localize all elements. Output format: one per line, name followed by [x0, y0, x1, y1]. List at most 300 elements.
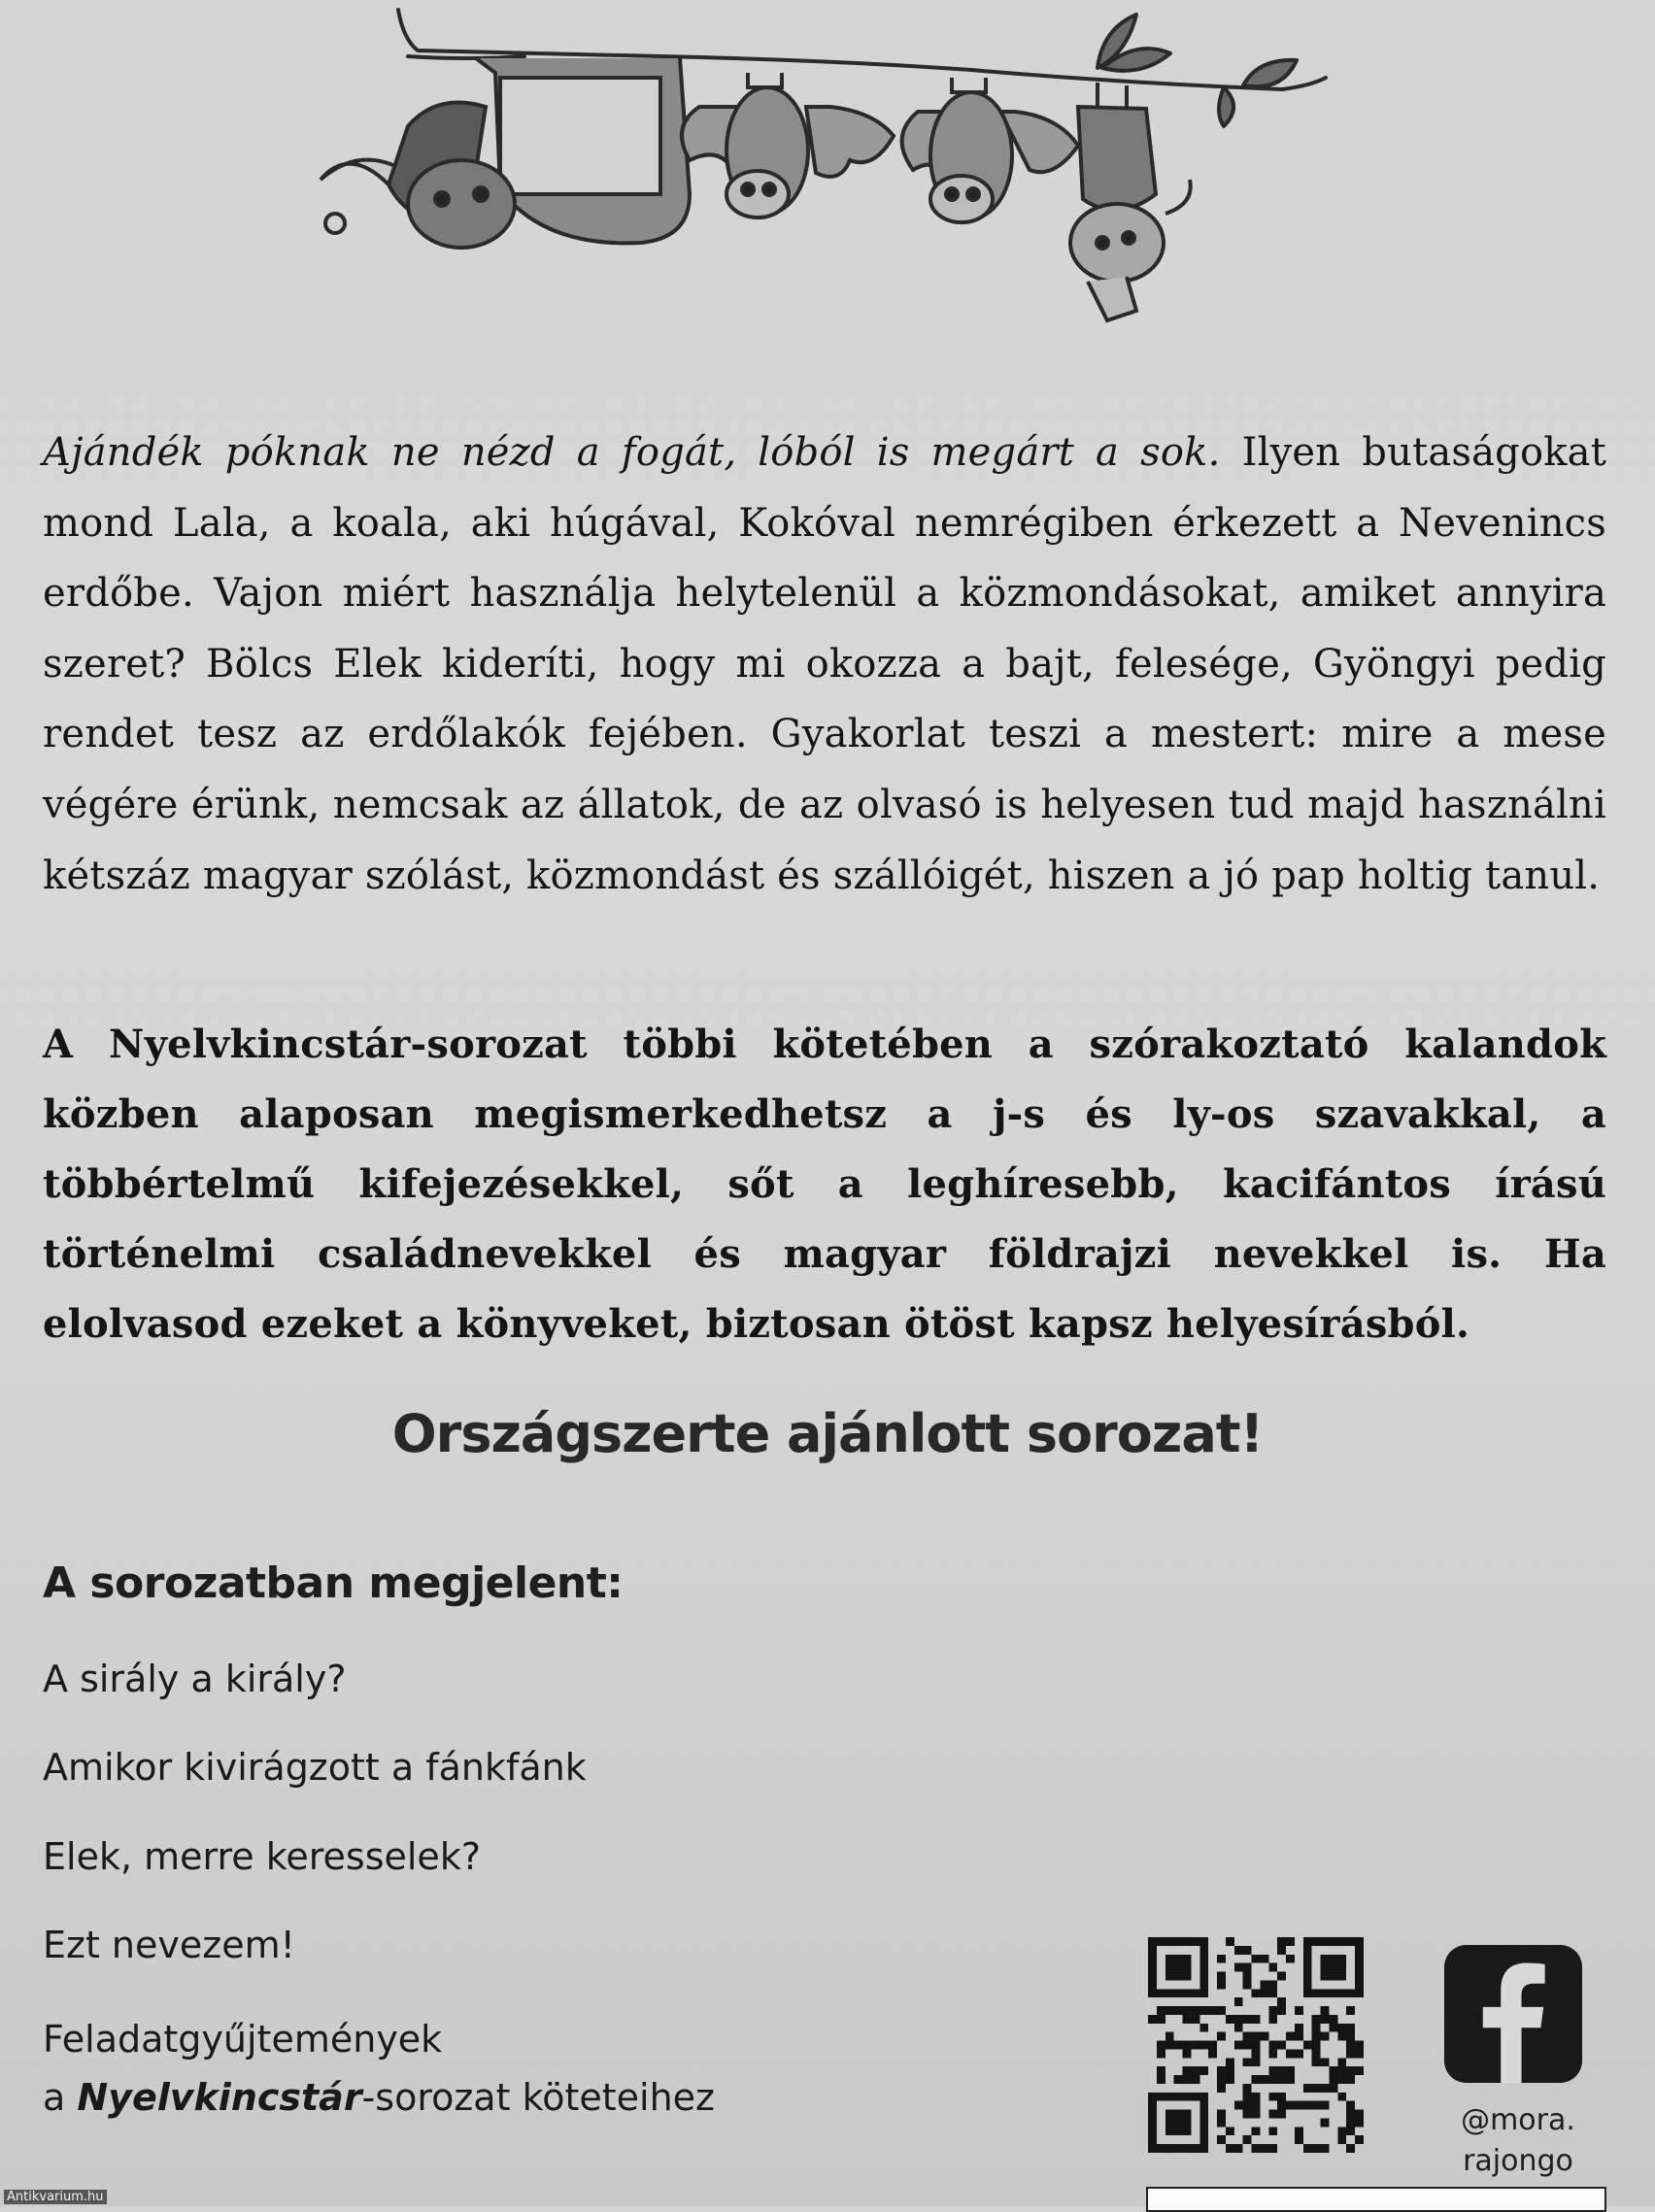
qr-module: [1208, 2006, 1217, 2015]
qr-module: [1268, 2127, 1277, 2135]
qr-module: [1183, 2110, 1192, 2119]
qr-module: [1252, 1989, 1261, 1997]
qr-module: [1165, 2041, 1174, 2050]
qr-module: [1234, 2144, 1243, 2153]
qr-module: [1329, 2066, 1337, 2075]
qr-module: [1208, 2041, 1217, 2050]
qr-module: [1329, 1972, 1337, 1981]
qr-module: [1226, 2127, 1234, 2135]
qr-module: [1337, 2024, 1346, 2032]
qr-module: [1191, 2041, 1199, 2050]
qr-module: [1355, 2066, 1364, 2075]
qr-module: [1217, 2118, 1226, 2127]
qr-module: [1165, 2093, 1174, 2101]
qr-module: [1312, 2041, 1321, 2050]
qr-module: [1199, 1980, 1208, 1989]
series-book-item: Ezt nevezem!: [43, 1924, 295, 1966]
qr-module: [1217, 1972, 1226, 1981]
qr-module: [1243, 2093, 1252, 2101]
qr-module: [1183, 2015, 1192, 2024]
qr-module: [1243, 2058, 1252, 2066]
qr-module: [1234, 2101, 1243, 2110]
qr-module: [1157, 2006, 1165, 2015]
qr-module: [1295, 2006, 1303, 2015]
qr-module: [1329, 1955, 1337, 1963]
qr-module: [1199, 2024, 1208, 2032]
qr-module: [1260, 2144, 1268, 2153]
qr-module: [1243, 2101, 1252, 2110]
qr-module: [1355, 1980, 1364, 1989]
description-italic-lead: Ajándék póknak ne nézd a fogát, lóból is megárt a sok.: [43, 430, 1221, 475]
qr-module: [1191, 2006, 1199, 2015]
qr-module: [1303, 1937, 1312, 1946]
facebook-icon[interactable]: [1444, 1945, 1582, 2083]
qr-module: [1183, 2075, 1192, 2084]
qr-module: [1295, 2127, 1303, 2135]
qr-module: [1165, 2110, 1174, 2119]
qr-module: [1199, 2135, 1208, 2144]
qr-module: [1286, 1955, 1295, 1963]
qr-module: [1243, 1946, 1252, 1955]
qr-module: [1346, 2041, 1355, 2050]
qr-module: [1148, 2144, 1157, 2153]
qr-module: [1165, 1955, 1174, 1963]
qr-module: [1174, 2093, 1183, 2101]
qr-module: [1183, 2093, 1192, 2101]
qr-module: [1191, 2075, 1199, 2084]
qr-module: [1346, 2066, 1355, 2075]
qr-module: [1268, 2110, 1277, 2119]
workbooks-prefix: a: [43, 2076, 78, 2119]
qr-module: [1165, 2144, 1174, 2153]
qr-module: [1183, 1937, 1192, 1946]
qr-module: [1252, 1955, 1261, 1963]
series-book-item: A sirály a király?: [43, 1658, 347, 1700]
qr-module: [1191, 1989, 1199, 1997]
qr-module: [1174, 1989, 1183, 1997]
qr-module: [1277, 2101, 1286, 2110]
qr-module: [1217, 1955, 1226, 1963]
qr-module: [1243, 2041, 1252, 2050]
facebook-handle[interactable]: [1435, 2100, 1601, 2182]
qr-module: [1329, 1989, 1337, 1997]
qr-module: [1217, 2135, 1226, 2144]
qr-module: [1226, 2058, 1234, 2066]
qr-module: [1199, 2041, 1208, 2050]
qr-module: [1157, 2041, 1165, 2050]
qr-module: [1346, 2110, 1355, 2119]
description-text: Ilyen butaságokat mond Lala, a koala, aki húgával, Kokóval nemrégiben érkezett a Nevenincs erdőbe. Vajon miért használja helytelenül a közmondásokat, amiket annyira szeret? Bölcs Elek kideríti, hogy mi okozza a bajt, felesége, Gyöngyi pedig rendet tesz az erdőlakók fejében. Gyakorlat teszi a mestert: mire a mese végére érünk, nemcsak az állatok, de az olvasó is helyesen tud majd használni kétszáz magyar szólást, közmondást és szállóigét, hiszen a jó pap holtig tanul.: [43, 430, 1606, 898]
qr-module: [1321, 1972, 1330, 1981]
qr-module: [1157, 2015, 1165, 2024]
qr-module: [1183, 1972, 1192, 1981]
qr-module: [1183, 1963, 1192, 1972]
qr-module: [1312, 2101, 1321, 2110]
qr-module: [1277, 2006, 1286, 2015]
qr-module: [1165, 1963, 1174, 1972]
qr-module: [1243, 2135, 1252, 2144]
qr-module: [1337, 1972, 1346, 1981]
qr-module: [1157, 2066, 1165, 2075]
headline: Országszerte ajánlott sorozat!: [391, 1403, 1264, 1464]
qr-module: [1337, 1963, 1346, 1972]
qr-module: [1148, 1946, 1157, 1955]
qr-module: [1260, 1980, 1268, 1989]
qr-module: [1303, 1989, 1312, 1997]
qr-module: [1286, 2049, 1295, 2058]
qr-module: [1252, 2110, 1261, 2119]
qr-module: [1183, 2006, 1192, 2015]
qr-module: [1295, 2135, 1303, 2144]
qr-module: [1355, 2118, 1364, 2127]
qr-module: [1303, 2041, 1312, 2050]
qr-module: [1191, 2066, 1199, 2075]
qr-module: [1268, 2093, 1277, 2101]
qr-module: [1199, 1955, 1208, 1963]
workbooks-suffix: -sorozat köteteihez: [361, 2076, 715, 2119]
qr-module: [1337, 1989, 1346, 1997]
qr-module: [1355, 1946, 1364, 1955]
qr-module: [1217, 2075, 1226, 2084]
qr-module: [1321, 2118, 1330, 2127]
qr-module: [1329, 2024, 1337, 2032]
qr-module: [1191, 2144, 1199, 2153]
series-book-item: Elek, merre keresselek?: [43, 1835, 481, 1878]
qr-module: [1148, 1963, 1157, 1972]
qr-module: [1183, 1955, 1192, 1963]
qr-module: [1303, 1963, 1312, 1972]
qr-module: [1234, 1946, 1243, 1955]
qr-module: [1157, 1937, 1165, 1946]
qr-module: [1234, 2024, 1243, 2032]
qr-module: [1252, 2049, 1261, 2058]
qr-module: [1157, 1989, 1165, 1997]
qr-module: [1321, 2084, 1330, 2093]
qr-module: [1303, 1946, 1312, 1955]
qr-module: [1260, 1955, 1268, 1963]
qr-module: [1199, 1989, 1208, 1997]
qr-code[interactable]: [1148, 1937, 1364, 2153]
qr-module: [1312, 2144, 1321, 2153]
qr-module: [1174, 1963, 1183, 1972]
qr-module: [1337, 2127, 1346, 2135]
qr-module: [1243, 2084, 1252, 2093]
qr-module: [1321, 1955, 1330, 1963]
qr-module: [1286, 2101, 1295, 2110]
qr-module: [1148, 1972, 1157, 1981]
qr-module: [1260, 2075, 1268, 2084]
qr-module: [1346, 2127, 1355, 2135]
qr-module: [1199, 1963, 1208, 1972]
qr-module: [1217, 1980, 1226, 1989]
qr-module: [1157, 2144, 1165, 2153]
qr-module: [1199, 2101, 1208, 2110]
qr-module: [1226, 2075, 1234, 2084]
qr-module: [1286, 2032, 1295, 2041]
series-book-item: Amikor kivirágzott a fánkfánk: [43, 1746, 587, 1789]
qr-module: [1234, 2015, 1243, 2024]
qr-module: [1303, 1955, 1312, 1963]
qr-module: [1183, 2118, 1192, 2127]
handle-line1: @mora.: [1461, 2103, 1575, 2137]
qr-module: [1148, 2118, 1157, 2127]
qr-module: [1148, 1955, 1157, 1963]
qr-module: [1252, 2075, 1261, 2084]
qr-module: [1329, 1963, 1337, 1972]
qr-module: [1252, 2144, 1261, 2153]
qr-module: [1252, 2015, 1261, 2024]
qr-module: [1165, 2118, 1174, 2127]
qr-module: [1312, 2015, 1321, 2024]
qr-module: [1199, 2127, 1208, 2135]
qr-module: [1321, 2006, 1330, 2015]
series-list-title: A sorozatban megjelent:: [43, 1558, 624, 1608]
qr-module: [1148, 2110, 1157, 2119]
qr-module: [1174, 2110, 1183, 2119]
qr-module: [1355, 1989, 1364, 1997]
qr-module: [1199, 2066, 1208, 2075]
qr-module: [1165, 2127, 1174, 2135]
qr-module: [1312, 2024, 1321, 2032]
qr-module: [1268, 1980, 1277, 1989]
qr-module: [1355, 2041, 1364, 2050]
qr-module: [1277, 1972, 1286, 1981]
qr-module: [1243, 1980, 1252, 1989]
qr-module: [1174, 1972, 1183, 1981]
qr-module: [1252, 2058, 1261, 2066]
qr-module: [1252, 2041, 1261, 2050]
qr-module: [1277, 1997, 1286, 2006]
qr-module: [1346, 2075, 1355, 2084]
qr-module: [1226, 1937, 1234, 1946]
qr-module: [1346, 2101, 1355, 2110]
qr-module: [1252, 2093, 1261, 2101]
qr-module: [1312, 2032, 1321, 2041]
qr-module: [1191, 2093, 1199, 2101]
qr-module: [1148, 1980, 1157, 1989]
qr-module: [1183, 2041, 1192, 2050]
qr-module: [1252, 2032, 1261, 2041]
qr-module: [1199, 2093, 1208, 2101]
qr-module: [1208, 2049, 1217, 2058]
qr-module: [1157, 2075, 1165, 2084]
qr-module: [1337, 1955, 1346, 1963]
qr-module: [1303, 2084, 1312, 2093]
qr-module: [1303, 2101, 1312, 2110]
qr-module: [1148, 2101, 1157, 2110]
qr-module: [1217, 2006, 1226, 2015]
qr-module: [1286, 2066, 1295, 2075]
qr-module: [1277, 1946, 1286, 1955]
qr-module: [1260, 2032, 1268, 2041]
qr-module: [1329, 2015, 1337, 2024]
qr-module: [1226, 2015, 1234, 2024]
qr-module: [1148, 2015, 1157, 2024]
qr-module: [1329, 2084, 1337, 2093]
qr-module: [1268, 1989, 1277, 1997]
qr-module: [1337, 2135, 1346, 2144]
qr-module: [1268, 2006, 1277, 2015]
qr-module: [1174, 2144, 1183, 2153]
qr-module: [1217, 2066, 1226, 2075]
qr-module: [1268, 1963, 1277, 1972]
qr-module: [1157, 2093, 1165, 2101]
qr-module: [1346, 1989, 1355, 1997]
qr-module: [1303, 2144, 1312, 2153]
qr-module: [1346, 2144, 1355, 2153]
qr-module: [1157, 2049, 1165, 2058]
qr-module: [1337, 1937, 1346, 1946]
qr-module: [1329, 2075, 1337, 2084]
qr-module: [1346, 2024, 1355, 2032]
qr-module: [1321, 2058, 1330, 2066]
qr-module: [1286, 1937, 1295, 1946]
qr-module: [1321, 2015, 1330, 2024]
qr-module: [1277, 2075, 1286, 2084]
qr-module: [1165, 1972, 1174, 1981]
qr-module: [1199, 2118, 1208, 2127]
qr-module: [1243, 2032, 1252, 2041]
qr-module: [1277, 2041, 1286, 2050]
qr-module: [1355, 2135, 1364, 2144]
qr-module: [1277, 2066, 1286, 2075]
qr-module: [1165, 1989, 1174, 1997]
qr-module: [1346, 2006, 1355, 2015]
qr-module: [1355, 1955, 1364, 1963]
workbooks-line1: Feladatgyűjtemények: [43, 2018, 443, 2061]
qr-module: [1183, 1989, 1192, 1997]
qr-module: [1337, 2058, 1346, 2066]
qr-module: [1148, 2093, 1157, 2101]
qr-module: [1312, 1989, 1321, 1997]
qr-module: [1321, 1937, 1330, 1946]
qr-module: [1277, 2093, 1286, 2101]
qr-module: [1199, 2006, 1208, 2015]
qr-module: [1321, 1989, 1330, 1997]
qr-module: [1295, 2101, 1303, 2110]
qr-module: [1148, 1937, 1157, 1946]
qr-module: [1337, 2032, 1346, 2041]
qr-module: [1286, 2075, 1295, 2084]
qr-module: [1217, 2032, 1226, 2041]
watermark: Antikvarium.hu: [4, 2190, 107, 2204]
qr-module: [1346, 2049, 1355, 2058]
qr-module: [1174, 2041, 1183, 2050]
qr-module: [1191, 2015, 1199, 2024]
qr-module: [1243, 1972, 1252, 1981]
qr-module: [1355, 1937, 1364, 1946]
qr-module: [1295, 2049, 1303, 2058]
qr-module: [1174, 2075, 1183, 2084]
qr-module: [1355, 2049, 1364, 2058]
qr-module: [1183, 2144, 1192, 2153]
qr-module: [1337, 2075, 1346, 2084]
qr-module: [1268, 2041, 1277, 2050]
qr-module: [1226, 2144, 1234, 2153]
qr-module: [1321, 1963, 1330, 1972]
series-workbooks-item: [43, 2010, 715, 2127]
qr-module: [1321, 2144, 1330, 2153]
qr-module: [1346, 2032, 1355, 2041]
qr-module: [1165, 2006, 1174, 2015]
qr-module: [1234, 1963, 1243, 1972]
qr-module: [1199, 2144, 1208, 2153]
qr-module: [1312, 2058, 1321, 2066]
qr-module: [1312, 2049, 1321, 2058]
qr-module: [1217, 2084, 1226, 2093]
qr-module: [1329, 1937, 1337, 1946]
description-paragraph: [43, 418, 1606, 911]
qr-module: [1217, 2110, 1226, 2119]
handle-line2: rajongo: [1463, 2144, 1573, 2178]
series-blurb-paragraph: A Nyelvkincstár-sorozat többi kötetében a szórakoztató kalandok közben alaposan megismerkedhetsz a j-s és ly-os szavakkal, a többértelmű kifejezésekkel, sőt a leghíresebb, kacifántos írású történelmi családnevekkel és magyar földrajzi nevekkel is. Ha elolvasod ezeket a könyveket, biztosan ötöst kapsz helyesírásból.: [43, 1022, 1606, 1347]
qr-module: [1312, 2084, 1321, 2093]
qr-module: [1268, 2015, 1277, 2024]
qr-module: [1268, 2066, 1277, 2075]
qr-module: [1148, 2135, 1157, 2144]
animals-on-branch-illustration: [291, 0, 1360, 369]
qr-module: [1277, 1937, 1286, 1946]
qr-module: [1355, 1972, 1364, 1981]
qr-module: [1174, 2127, 1183, 2135]
qr-module: [1355, 2110, 1364, 2119]
qr-module: [1321, 2101, 1330, 2110]
qr-module: [1268, 2049, 1277, 2058]
qr-module: [1234, 1997, 1243, 2006]
qr-module: [1183, 2049, 1192, 2058]
qr-module: [1355, 1963, 1364, 1972]
qr-module: [1312, 1937, 1321, 1946]
qr-module: [1199, 1972, 1208, 1981]
qr-module: [1252, 2101, 1261, 2110]
qr-module: [1337, 2066, 1346, 2075]
qr-module: [1148, 2127, 1157, 2135]
qr-module: [1268, 2075, 1277, 2084]
qr-module: [1174, 1955, 1183, 1963]
qr-module: [1165, 1937, 1174, 1946]
qr-module: [1165, 2032, 1174, 2041]
qr-module: [1199, 2110, 1208, 2119]
workbooks-brand: Nyelvkincstár: [77, 2076, 362, 2119]
qr-module: [1346, 2118, 1355, 2127]
qr-module: [1277, 2110, 1286, 2119]
qr-module: [1303, 1980, 1312, 1989]
qr-module: [1183, 2127, 1192, 2135]
qr-module: [1243, 2110, 1252, 2119]
qr-module: [1174, 2006, 1183, 2015]
qr-module: [1268, 2144, 1277, 2153]
qr-module: [1148, 1989, 1157, 1997]
qr-module: [1321, 2032, 1330, 2041]
qr-module: [1303, 1972, 1312, 1981]
qr-module: [1337, 2093, 1346, 2101]
qr-module: [1199, 1937, 1208, 1946]
qr-module: [1295, 2032, 1303, 2041]
qr-module: [1199, 1946, 1208, 1955]
barcode-sticker-edge: [1146, 2187, 1606, 2212]
qr-module: [1243, 2015, 1252, 2024]
qr-module: [1226, 2066, 1234, 2075]
qr-module: [1234, 2041, 1243, 2050]
qr-module: [1243, 1963, 1252, 1972]
qr-module: [1183, 2066, 1192, 2075]
qr-module: [1260, 1989, 1268, 1997]
qr-module: [1346, 1937, 1355, 1946]
qr-module: [1174, 1937, 1183, 1946]
qr-module: [1252, 2127, 1261, 2135]
qr-module: [1174, 2118, 1183, 2127]
qr-module: [1295, 2024, 1303, 2032]
